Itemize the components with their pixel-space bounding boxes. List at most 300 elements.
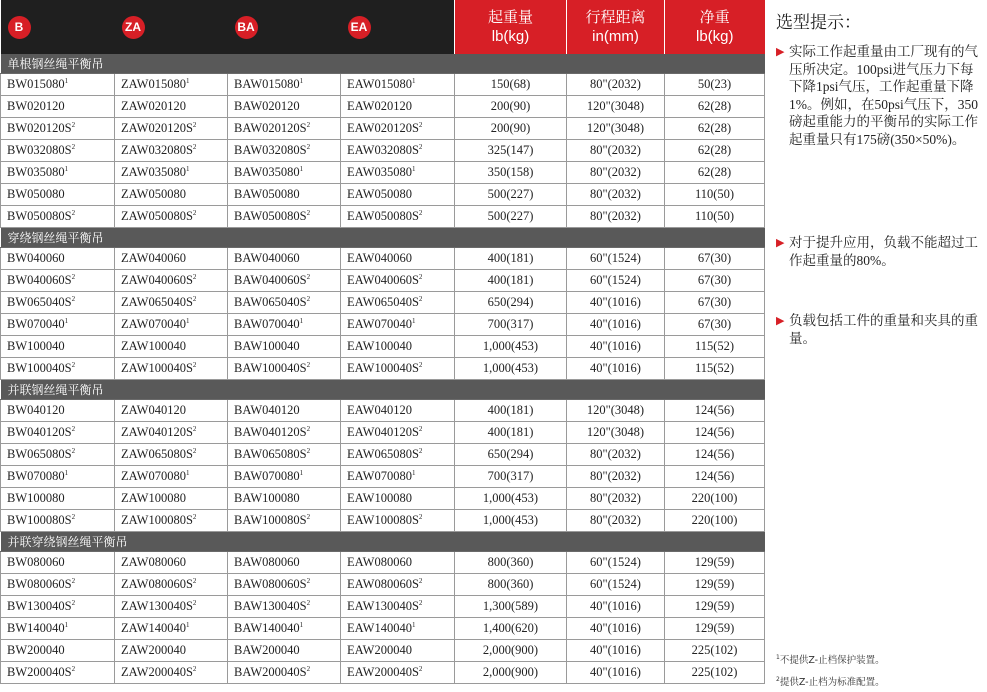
- net-weight-cell: 62(28): [665, 118, 765, 140]
- section-title: 并联钢丝绳平衡吊: [1, 380, 765, 400]
- stroke-cell: 40"(1016): [567, 314, 665, 336]
- footnote-mark: 1: [411, 77, 416, 85]
- model-number: EAW040060S: [347, 273, 419, 287]
- model-number: ZAW100040: [121, 339, 186, 353]
- net-weight-cell: 115(52): [665, 358, 765, 380]
- net-weight-header-unit: lb(kg): [695, 28, 734, 45]
- model-number: ZAW050080: [121, 187, 186, 201]
- section-header-row: [1, 228, 765, 248]
- footnote-mark: 2: [418, 143, 423, 151]
- stroke-cell: 60"(1524): [567, 270, 665, 292]
- model-cell: [341, 618, 455, 640]
- footnote-mark: 1: [299, 165, 304, 173]
- table-header-row: [1, 0, 765, 54]
- triangle-right-icon: ▶: [776, 237, 785, 249]
- footnote-mark: 2: [306, 361, 311, 369]
- stroke-cell: 40"(1016): [567, 618, 665, 640]
- footnote-mark: 2: [418, 665, 423, 673]
- model-number: BAW200040S: [234, 665, 307, 679]
- footnote-mark: 2: [192, 425, 197, 433]
- table-row: [1, 358, 765, 380]
- footnote-mark: 1: [299, 469, 304, 477]
- model-cell: [115, 358, 228, 380]
- net-weight-header-title: 净重: [699, 9, 730, 26]
- table-row: [1, 96, 765, 118]
- net-weight-cell: 225(102): [665, 640, 765, 662]
- model-cell: [115, 662, 228, 684]
- footnote-mark: 2: [418, 295, 423, 303]
- model-cell: [115, 206, 228, 228]
- stroke-cell: 80"(2032): [567, 74, 665, 96]
- net-weight-cell: 129(59): [665, 618, 765, 640]
- stroke-header-unit: in(mm): [592, 28, 639, 45]
- capacity-cell: 1,000(453): [455, 510, 567, 532]
- footnote-mark: 2: [71, 599, 76, 607]
- model-number: ZAW130040S: [121, 599, 193, 613]
- footnote-mark: 2: [71, 361, 76, 369]
- model-number: ZAW200040: [121, 643, 186, 657]
- model-cell: [1, 270, 115, 292]
- model-number: BW130040S: [7, 599, 72, 613]
- table-row: [1, 422, 765, 444]
- model-number: ZAW070040: [121, 317, 186, 331]
- model-cell: [341, 488, 455, 510]
- model-cell: [228, 206, 341, 228]
- model-cell: [115, 574, 228, 596]
- model-cell: [115, 618, 228, 640]
- model-cell: [341, 422, 455, 444]
- section-header-row: [1, 380, 765, 400]
- model-cell: [115, 140, 228, 162]
- model-number: BW020120S: [7, 121, 72, 135]
- model-cell: [115, 640, 228, 662]
- model-number: BW065040S: [7, 295, 72, 309]
- model-cell: [228, 488, 341, 510]
- model-cell: [341, 510, 455, 532]
- capacity-cell: 325(147): [455, 140, 567, 162]
- footnote-mark: 1: [64, 621, 69, 629]
- model-number: BAW050080S: [234, 209, 307, 223]
- model-series-header-za: [115, 0, 228, 54]
- model-cell: [341, 292, 455, 314]
- footnote-mark: 2: [71, 425, 76, 433]
- model-number: EAW130040S: [347, 599, 419, 613]
- model-number: ZAW040120S: [121, 425, 193, 439]
- model-cell: [115, 488, 228, 510]
- stroke-cell: 120"(3048): [567, 96, 665, 118]
- footnote-mark: 2: [71, 295, 76, 303]
- model-cell: [228, 596, 341, 618]
- capacity-header: [455, 0, 567, 54]
- model-number: BW080060: [7, 555, 65, 569]
- footnote-mark: 1: [299, 317, 304, 325]
- stroke-cell: 80"(2032): [567, 466, 665, 488]
- model-cell: [1, 422, 115, 444]
- stroke-cell: 40"(1016): [567, 640, 665, 662]
- capacity-cell: 1,000(453): [455, 488, 567, 510]
- stroke-cell: 40"(1016): [567, 336, 665, 358]
- net-weight-cell: 110(50): [665, 206, 765, 228]
- model-cell: [228, 118, 341, 140]
- footnote-mark: 2: [306, 209, 311, 217]
- model-number: BAW065080S: [234, 447, 307, 461]
- model-number: BAW040060: [234, 251, 300, 265]
- model-cell: [341, 596, 455, 618]
- model-cell: [1, 118, 115, 140]
- model-number: BAW040120S: [234, 425, 307, 439]
- capacity-cell: 1,000(453): [455, 336, 567, 358]
- capacity-cell: 150(68): [455, 74, 567, 96]
- model-number: ZAW080060: [121, 555, 186, 569]
- footnote-mark: 1: [64, 317, 69, 325]
- capacity-cell: 650(294): [455, 292, 567, 314]
- model-number: BW040060: [7, 251, 65, 265]
- footnote-mark: 2: [418, 121, 423, 129]
- model-number: BW070040: [7, 317, 65, 331]
- model-cell: [115, 466, 228, 488]
- footnote-mark: 2: [418, 273, 423, 281]
- model-number: BW100080S: [7, 513, 72, 527]
- table-row: [1, 74, 765, 96]
- model-number: BW040120S: [7, 425, 72, 439]
- table-row: [1, 596, 765, 618]
- model-cell: [341, 270, 455, 292]
- triangle-right-icon: ▶: [776, 46, 785, 58]
- net-weight-cell: 124(56): [665, 466, 765, 488]
- model-number: ZAW065080S: [121, 447, 193, 461]
- model-number: BW100080: [7, 491, 65, 505]
- model-cell: [228, 140, 341, 162]
- stroke-cell: 40"(1016): [567, 358, 665, 380]
- net-weight-cell: 62(28): [665, 162, 765, 184]
- footnote-mark: 2: [192, 665, 197, 673]
- footnote-mark: 1: [299, 77, 304, 85]
- stroke-header-title: 行程距离: [585, 9, 646, 26]
- footnote-mark: 2: [71, 577, 76, 585]
- footnote-mark: 2: [418, 425, 423, 433]
- model-number: EAW020120: [347, 99, 412, 113]
- model-cell: [228, 618, 341, 640]
- model-cell: [1, 466, 115, 488]
- selection-tips-title: 选型提示：: [776, 13, 861, 33]
- footnote-mark: 2: [418, 599, 423, 607]
- footnote-mark: 2: [71, 447, 76, 455]
- net-weight-cell: 124(56): [665, 444, 765, 466]
- model-cell: [341, 466, 455, 488]
- net-weight-cell: 124(56): [665, 400, 765, 422]
- triangle-right-icon: ▶: [776, 315, 785, 327]
- model-cell: [228, 292, 341, 314]
- model-number: BAW140040: [234, 621, 300, 635]
- model-cell: [1, 510, 115, 532]
- model-cell: [115, 510, 228, 532]
- model-number: EAW080060: [347, 555, 412, 569]
- footnote-mark: 1: [185, 621, 190, 629]
- model-number: ZAW140040: [121, 621, 186, 635]
- footnote-mark: 2: [306, 273, 311, 281]
- model-cell: [115, 444, 228, 466]
- footnote-mark: 2: [306, 295, 311, 303]
- table-row: [1, 336, 765, 358]
- footnote-mark: 2: [192, 209, 197, 217]
- footnote-mark: 1: [185, 317, 190, 325]
- model-cell: [341, 444, 455, 466]
- table-row: [1, 574, 765, 596]
- stroke-cell: 40"(1016): [567, 662, 665, 684]
- model-number: ZAW020120: [121, 99, 186, 113]
- net-weight-cell: 220(100): [665, 488, 765, 510]
- stroke-cell: 80"(2032): [567, 444, 665, 466]
- model-number: BW015080: [7, 77, 65, 91]
- model-cell: [115, 422, 228, 444]
- model-number: BW080060S: [7, 577, 72, 591]
- stroke-header: [567, 0, 665, 54]
- model-number: BW020120: [7, 99, 65, 113]
- model-number: BAW020120: [234, 99, 300, 113]
- model-cell: [1, 640, 115, 662]
- model-cell: [228, 640, 341, 662]
- section-header-row: [1, 54, 765, 74]
- model-number: EAW140040: [347, 621, 412, 635]
- footnote-mark: 2: [71, 665, 76, 673]
- model-number: EAW065080S: [347, 447, 419, 461]
- model-number: BW200040: [7, 643, 65, 657]
- footnote-mark: 2: [306, 665, 311, 673]
- footnote-mark: 1: [185, 165, 190, 173]
- capacity-cell: 2,000(900): [455, 662, 567, 684]
- selection-tips-panel: [776, 8, 982, 346]
- model-cell: [341, 162, 455, 184]
- model-number: EAW100080S: [347, 513, 419, 527]
- model-cell: [228, 162, 341, 184]
- capacity-cell: 650(294): [455, 444, 567, 466]
- stroke-cell: 120"(3048): [567, 400, 665, 422]
- table-body: [1, 54, 765, 684]
- model-number: ZAW035080: [121, 165, 186, 179]
- table-row: [1, 662, 765, 684]
- model-number: ZAW020120S: [121, 121, 193, 135]
- stroke-cell: 80"(2032): [567, 488, 665, 510]
- footnote-mark: 2: [418, 361, 423, 369]
- model-number: BAW070080: [234, 469, 300, 483]
- model-cell: [1, 662, 115, 684]
- model-cell: [1, 206, 115, 228]
- tip-text: 实际工作起重量由工厂现有的气压所决定。100psi进气压力下每下降1psi气压，工作起重量下降1%。例如，在50psi气压下，350磅起重能力的平衡吊的实际工作起重量只有175磅(350×50%)。: [789, 44, 978, 147]
- tip-text: 负载包括工件的重量和夹具的重量。: [789, 313, 978, 346]
- table-row: [1, 618, 765, 640]
- footnote-2: [776, 670, 982, 692]
- model-cell: [228, 96, 341, 118]
- model-cell: [115, 96, 228, 118]
- model-number: ZAW032080S: [121, 143, 193, 157]
- model-cell: [115, 596, 228, 618]
- model-cell: [115, 270, 228, 292]
- series-badge-ba: BA: [235, 16, 258, 39]
- table-row: [1, 248, 765, 270]
- net-weight-cell: 62(28): [665, 96, 765, 118]
- model-cell: [228, 336, 341, 358]
- capacity-cell: 1,000(453): [455, 358, 567, 380]
- model-cell: [341, 640, 455, 662]
- model-series-header-ea: [341, 0, 455, 54]
- tip-item: [776, 43, 982, 148]
- model-number: ZAW200040S: [121, 665, 193, 679]
- model-cell: [228, 270, 341, 292]
- model-series-header-ba: [228, 0, 341, 54]
- model-number: EAW065040S: [347, 295, 419, 309]
- model-number: BW140040: [7, 621, 65, 635]
- footnote-mark: 2: [306, 577, 311, 585]
- model-cell: [1, 574, 115, 596]
- net-weight-cell: 50(23): [665, 74, 765, 96]
- capacity-cell: 2,000(900): [455, 640, 567, 662]
- model-cell: [1, 488, 115, 510]
- table-row: [1, 118, 765, 140]
- model-number: BW070080: [7, 469, 65, 483]
- section-title: 穿绕钢丝绳平衡吊: [1, 228, 765, 248]
- footnote-mark: 1: [185, 77, 190, 85]
- table-row: [1, 640, 765, 662]
- table-row: [1, 488, 765, 510]
- model-number: ZAW040060: [121, 251, 186, 265]
- model-number: BW035080: [7, 165, 65, 179]
- model-number: ZAW015080: [121, 77, 186, 91]
- stroke-cell: 80"(2032): [567, 510, 665, 532]
- footnote-mark: 1: [185, 469, 190, 477]
- net-weight-cell: 129(59): [665, 596, 765, 618]
- model-number: BW040120: [7, 403, 65, 417]
- model-number: EAW020120S: [347, 121, 419, 135]
- net-weight-cell: 225(102): [665, 662, 765, 684]
- model-number: BW032080S: [7, 143, 72, 157]
- model-number: EAW040120S: [347, 425, 419, 439]
- footnote-mark: 2: [306, 599, 311, 607]
- capacity-cell: 400(181): [455, 400, 567, 422]
- model-number: EAW040120: [347, 403, 412, 417]
- footnotes: [776, 648, 982, 692]
- capacity-cell: 200(90): [455, 118, 567, 140]
- model-number: ZAW100080S: [121, 513, 193, 527]
- footnote-mark: 2: [71, 209, 76, 217]
- model-number: ZAW100040S: [121, 361, 193, 375]
- model-number: BAW050080: [234, 187, 300, 201]
- footnote-mark: 1: [411, 165, 416, 173]
- capacity-cell: 200(90): [455, 96, 567, 118]
- model-number: BW100040: [7, 339, 65, 353]
- model-number: ZAW050080S: [121, 209, 193, 223]
- footnote-mark: 2: [192, 143, 197, 151]
- model-number: EAW032080S: [347, 143, 419, 157]
- model-cell: [1, 74, 115, 96]
- model-number: EAW035080: [347, 165, 412, 179]
- model-number: EAW100080: [347, 491, 412, 505]
- model-number: ZAW080060S: [121, 577, 193, 591]
- net-weight-header: [665, 0, 765, 54]
- table-row: [1, 206, 765, 228]
- stroke-cell: 40"(1016): [567, 596, 665, 618]
- table-row: [1, 552, 765, 574]
- model-number: BW040060S: [7, 273, 72, 287]
- capacity-header-unit: lb(kg): [491, 28, 530, 45]
- model-number: BW050080S: [7, 209, 72, 223]
- model-cell: [228, 422, 341, 444]
- model-number: BAW100040S: [234, 361, 307, 375]
- model-cell: [1, 358, 115, 380]
- model-cell: [115, 118, 228, 140]
- footnote-mark: 2: [192, 295, 197, 303]
- model-number: EAW200040: [347, 643, 412, 657]
- model-cell: [341, 314, 455, 336]
- model-cell: [115, 400, 228, 422]
- model-cell: [228, 400, 341, 422]
- series-badge-za: ZA: [122, 16, 145, 39]
- model-cell: [341, 400, 455, 422]
- model-number: BAW040060S: [234, 273, 307, 287]
- footnote-mark: 1: [411, 317, 416, 325]
- model-number: ZAW070080: [121, 469, 186, 483]
- table-row: [1, 314, 765, 336]
- capacity-cell: 500(227): [455, 206, 567, 228]
- net-weight-cell: 67(30): [665, 248, 765, 270]
- model-cell: [115, 336, 228, 358]
- footnote-mark: 2: [192, 577, 197, 585]
- capacity-cell: 800(360): [455, 552, 567, 574]
- section-title: 并联穿绕钢丝绳平衡吊: [1, 532, 765, 552]
- footnote-mark: 2: [306, 425, 311, 433]
- capacity-cell: 800(360): [455, 574, 567, 596]
- stroke-cell: 60"(1524): [567, 574, 665, 596]
- footnote-mark: 2: [418, 209, 423, 217]
- model-cell: [228, 552, 341, 574]
- model-number: BW050080: [7, 187, 65, 201]
- model-number: BAW015080: [234, 77, 300, 91]
- model-number: ZAW065040S: [121, 295, 193, 309]
- model-cell: [228, 662, 341, 684]
- capacity-cell: 400(181): [455, 270, 567, 292]
- model-cell: [341, 118, 455, 140]
- model-cell: [1, 336, 115, 358]
- stroke-cell: 40"(1016): [567, 292, 665, 314]
- model-cell: [341, 574, 455, 596]
- table-row: [1, 292, 765, 314]
- model-cell: [341, 140, 455, 162]
- stroke-cell: 80"(2032): [567, 140, 665, 162]
- net-weight-cell: 220(100): [665, 510, 765, 532]
- model-cell: [341, 248, 455, 270]
- model-cell: [228, 444, 341, 466]
- model-number: BAW100040: [234, 339, 300, 353]
- model-cell: [228, 74, 341, 96]
- model-cell: [228, 574, 341, 596]
- footnote-mark: 2: [71, 143, 76, 151]
- model-cell: [115, 292, 228, 314]
- model-cell: [115, 552, 228, 574]
- table-row: [1, 400, 765, 422]
- footnote-mark: 1: [776, 654, 780, 661]
- model-number: BAW035080: [234, 165, 300, 179]
- footnote-mark: 2: [71, 513, 76, 521]
- model-number: BAW040120: [234, 403, 300, 417]
- section-title: 单根钢丝绳平衡吊: [1, 54, 765, 74]
- net-weight-cell: 129(59): [665, 574, 765, 596]
- model-number: EAW050080S: [347, 209, 419, 223]
- footnote-mark: 1: [64, 165, 69, 173]
- footnote-mark: 2: [306, 513, 311, 521]
- model-cell: [1, 184, 115, 206]
- footnote-mark: 2: [192, 121, 197, 129]
- model-cell: [341, 552, 455, 574]
- stroke-cell: 80"(2032): [567, 162, 665, 184]
